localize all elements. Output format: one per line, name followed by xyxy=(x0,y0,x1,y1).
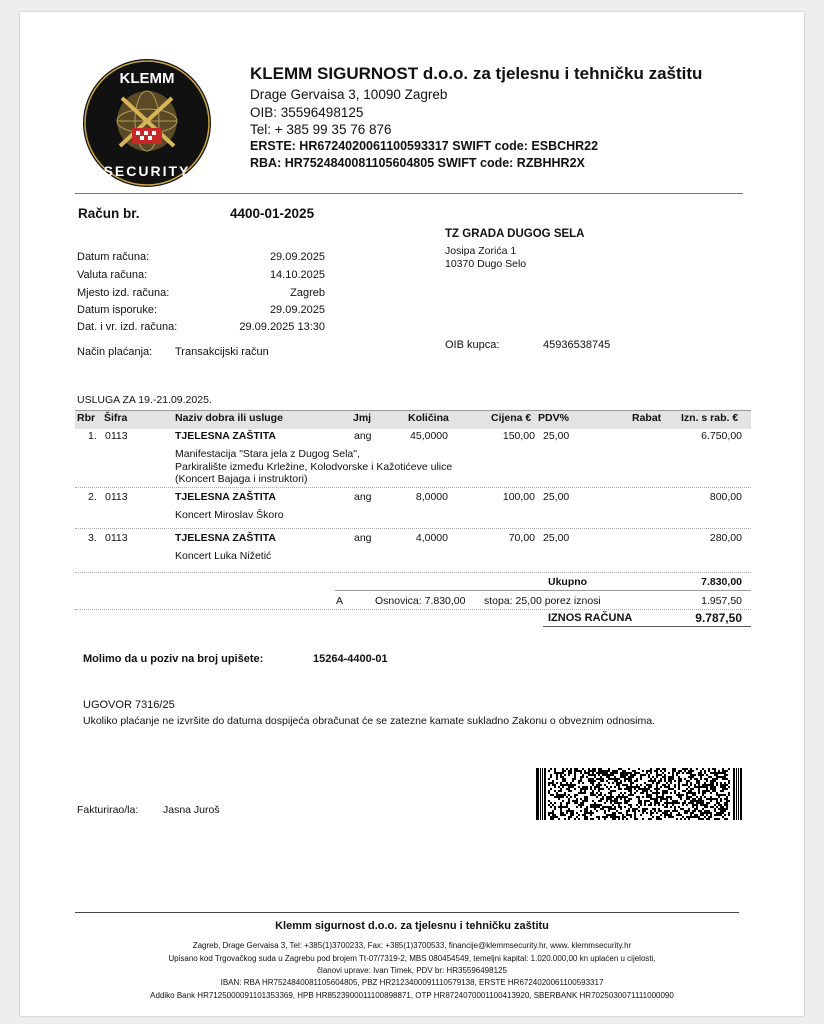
row-iznos: 800,00 xyxy=(709,491,742,503)
col-rbr: Rbr xyxy=(77,412,96,424)
row-description: Manifestacija "Stara jela z Dugog Sela", xyxy=(175,448,360,460)
row-description: Koncert Luka Nižetić xyxy=(175,550,272,562)
field-value: 29.09.2025 xyxy=(269,251,325,263)
row-jmj: ang xyxy=(354,430,372,442)
table-caption: USLUGA ZA 19.-21.09.2025. xyxy=(77,394,212,406)
payment-method-value: Transakcijski račun xyxy=(175,346,269,358)
row-description: (Koncert Bajaga i instruktori) xyxy=(175,473,308,485)
field-label: Datum isporuke: xyxy=(77,304,158,316)
reference-label: Molimo da u poziv na broj upišete: xyxy=(83,653,264,665)
footer-line-1: Zagreb, Drage Gervaisa 3, Tel: +385(1)3700233, Fax: +385(1)3700533, financije@klemmsecurity.hr, www. klemmsecurity.hr xyxy=(192,941,632,950)
row-jmj: ang xyxy=(354,491,372,503)
buyer-oib-label: OIB kupca: xyxy=(445,339,500,351)
reference-value: 15264-4400-01 xyxy=(313,653,388,665)
company-tel: Tel: + 385 99 35 76 876 xyxy=(250,122,392,137)
company-name: KLEMM SIGURNOST d.o.o. za tjelesnu i tehničku zaštitu xyxy=(250,64,703,83)
invoice-number: 4400-01-2025 xyxy=(230,206,315,221)
tax-amount: 1.957,50 xyxy=(701,595,742,607)
tax-base: Osnovica: 7.830,00 xyxy=(375,595,466,607)
row-cijena: 100,00 xyxy=(502,491,535,503)
footer-line-4: IBAN: RBA HR7524840081105604805, PBZ HR2123400091110579138, ERSTE HR6724020061100593317 xyxy=(220,978,604,987)
row-iznos: 280,00 xyxy=(709,532,742,544)
issuer-label: Fakturirao/la: xyxy=(77,804,139,816)
company-erste: ERSTE: HR6724020061100593317 SWIFT code: ESBCHR22 xyxy=(250,139,599,153)
row-naziv: TJELESNA ZAŠTITA xyxy=(175,491,276,503)
row-rbr: 3. xyxy=(88,532,97,544)
issuer-name: Jasna Juroš xyxy=(163,804,220,816)
field-value: Zagreb xyxy=(290,287,325,299)
row-description: Parkiralište između Krležine, Kolodvorske i Kažotićeve ulice xyxy=(175,460,453,473)
total-value: 7.830,00 xyxy=(701,576,742,588)
row-sifra: 0113 xyxy=(105,430,128,442)
col-rabat: Rabat xyxy=(632,412,662,424)
row-cijena: 150,00 xyxy=(502,430,535,442)
footer-line-2: Upisano kod Trgovačkog suda u Zagrebu pod brojem Tt-07/7319-2, MBS 080454549, temeljni kapital: 1.020.000,00 kn uplaćen u cijelosti, xyxy=(168,954,656,963)
col-iznos: Izn. s rab. € xyxy=(681,412,739,424)
row-divider xyxy=(75,487,751,488)
row-iznos: 6.750,00 xyxy=(701,430,742,442)
row-kolicina: 45,0000 xyxy=(410,430,448,442)
field-value: 29.09.2025 13:30 xyxy=(239,321,325,333)
row-naziv: TJELESNA ZAŠTITA xyxy=(175,532,276,544)
field-label: Valuta računa: xyxy=(77,269,148,281)
company-oib: OIB: 35596498125 xyxy=(250,105,364,120)
row-kolicina: 8,0000 xyxy=(415,491,448,503)
col-jmj: Jmj xyxy=(353,412,372,424)
buyer-name: TZ GRADA DUGOG SELA xyxy=(445,228,585,240)
field-value: 29.09.2025 xyxy=(269,304,325,316)
late-payment-notice: Ukoliko plaćanje ne izvršite do datuma dospijeća obračunat će se zatezne kamate sukladno Zakonu o obveznim odnosima. xyxy=(83,715,655,727)
row-jmj: ang xyxy=(354,532,372,544)
footer-title: Klemm sigurnost d.o.o. za tjelesnu i tehničku zaštitu xyxy=(275,920,549,932)
col-cijena: Cijena € xyxy=(491,412,532,424)
row-sifra: 0113 xyxy=(105,532,128,544)
row-pdv: 25,00 xyxy=(543,532,570,544)
grand-total-label: IZNOS RAČUNA xyxy=(548,612,633,624)
logo-bottom-text: SECURITY xyxy=(103,163,191,179)
row-rbr: 1. xyxy=(88,430,97,442)
row-pdv: 25,00 xyxy=(543,430,570,442)
row-divider xyxy=(75,528,751,529)
footer-line-3: članovi uprave: Ivan Timek, PDV br: HR35596498125 xyxy=(317,966,507,975)
grand-total-value: 9.787,50 xyxy=(695,611,742,625)
row-kolicina: 4,0000 xyxy=(415,532,448,544)
tax-class: A xyxy=(336,595,344,607)
contract-number: UGOVOR 7316/25 xyxy=(83,699,175,711)
field-label: Dat. i vr. izd. računa: xyxy=(77,321,178,333)
col-kolicina: Količina xyxy=(408,412,449,424)
col-naziv: Naziv dobra ili usluge xyxy=(175,412,283,424)
field-label: Mjesto izd. računa: xyxy=(77,287,170,299)
col-pdv: PDV% xyxy=(538,412,569,424)
invoice-title-label: Račun br. xyxy=(78,206,140,221)
logo-top-text: KLEMM xyxy=(119,70,175,87)
field-label: Datum računa: xyxy=(77,251,150,263)
row-naziv: TJELESNA ZAŠTITA xyxy=(175,430,276,442)
header-divider xyxy=(75,193,743,194)
company-address: Drage Gervaisa 3, 10090 Zagreb xyxy=(250,87,448,102)
row-pdv: 25,00 xyxy=(543,491,570,503)
row-description: Koncert Miroslav Škoro xyxy=(175,509,284,521)
total-label: Ukupno xyxy=(548,576,588,588)
buyer-oib-value: 45936538745 xyxy=(543,339,611,351)
buyer-street: Josipa Zorića 1 xyxy=(445,245,517,257)
company-rba: RBA: HR7524840081105604805 SWIFT code: RZBHHR2X xyxy=(250,156,585,170)
buyer-city: 10370 Dugo Selo xyxy=(445,258,527,270)
payment-barcode xyxy=(536,768,742,820)
row-rbr: 2. xyxy=(88,491,97,503)
klemm-security-logo xyxy=(82,58,212,188)
col-sifra: Šifra xyxy=(104,412,128,424)
field-value: 14.10.2025 xyxy=(269,269,325,281)
row-cijena: 70,00 xyxy=(508,532,535,544)
footer-line-5: Addiko Bank HR7125000091101353369, HPB HR8523900011100898871, OTP HR8724070001100413920, SBERBANK HR7025030071111000090 xyxy=(150,991,674,1000)
tax-rate: stopa: 25,00 porez iznosi xyxy=(484,595,601,607)
row-sifra: 0113 xyxy=(105,491,128,503)
payment-method-label: Način plaćanja: xyxy=(77,346,153,358)
